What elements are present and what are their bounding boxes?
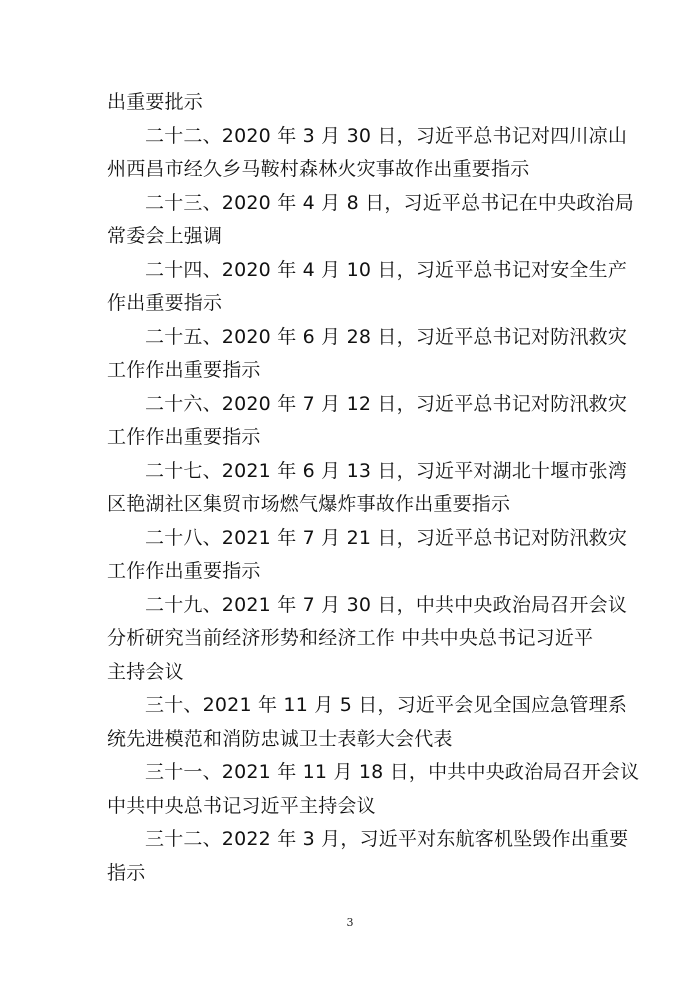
- text-line: 二十二、2020 年 3 月 30 日，习近平总书记对四川凉山: [145, 124, 628, 147]
- text-line: 工作作出重要指示: [107, 426, 261, 448]
- page-number: 3: [346, 916, 354, 929]
- document-body: [107, 86, 640, 890]
- text-line: 区艳湖社区集贸市场燃气爆炸事故作出重要指示: [107, 493, 511, 515]
- text-line: 出重要批示: [107, 91, 204, 113]
- text-line: 中共中央总书记习近平主持会议: [107, 794, 376, 817]
- text-line: 三十、2021 年 11 月 5 日，习近平会见全国应急管理系: [145, 694, 628, 716]
- text-line: 二十四、2020 年 4 月 10 日，习近平总书记对安全生产: [145, 258, 628, 281]
- text-line: 二十三、2020 年 4 月 8 日，习近平总书记在中央政治局: [145, 191, 634, 214]
- text-line: 三十一、2021 年 11 月 18 日，中共中央政治局召开会议: [145, 761, 640, 783]
- text-line: 二十八、2021 年 7 月 21 日，习近平总书记对防汛救灾: [145, 526, 628, 549]
- text-line: 二十九、2021 年 7 月 30 日，中共中央政治局召开会议: [145, 593, 628, 616]
- text-line: 二十六、2020 年 7 月 12 日，习近平总书记对防汛救灾: [145, 392, 628, 415]
- text-line: 州西昌市经久乡马鞍村森林火灾事故作出重要指示: [107, 158, 530, 180]
- text-line: 二十五、2020 年 6 月 28 日，习近平总书记对防汛救灾: [145, 325, 628, 348]
- text-line: 分析研究当前经济形势和经济工作 中共中央总书记习近平: [107, 627, 594, 649]
- text-line: 工作作出重要指示: [107, 359, 261, 381]
- text-line: 常委会上强调: [107, 225, 223, 247]
- text-line: 二十七、2021 年 6 月 13 日，习近平对湖北十堰市张湾: [145, 459, 628, 482]
- text-line: 工作作出重要指示: [107, 560, 261, 582]
- text-line: 主持会议: [107, 660, 184, 683]
- text-line: 指示: [107, 861, 146, 884]
- text-line: 三十二、2022 年 3 月，习近平对东航客机坠毁作出重要: [145, 828, 629, 850]
- text-line: 作出重要指示: [107, 292, 223, 314]
- text-line: 统先进模范和消防忠诚卫士表彰大会代表: [107, 727, 453, 750]
